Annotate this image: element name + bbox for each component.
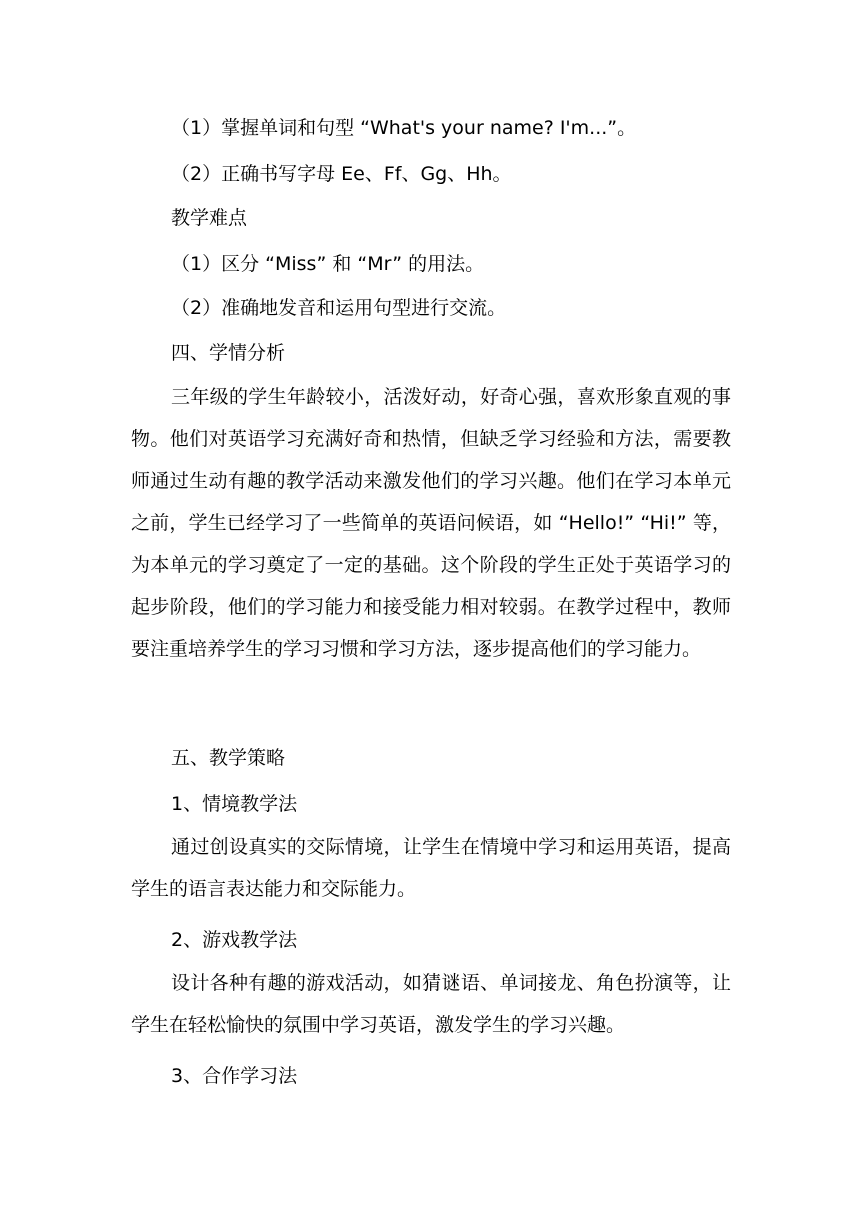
section-heading-teaching-strategy: 五、教学策略 [171, 747, 286, 769]
strategy-heading-3: 3、合作学习法 [171, 1065, 298, 1087]
strategy-heading-1: 1、情境教学法 [171, 793, 298, 815]
strategy-paragraph-2: 设计各种有趣的游戏活动，如猜谜语、单词接龙、角色扮演等，让学生在轻松愉快的氛围中学习英语，激发学生的学习兴趣。 [131, 972, 731, 1036]
strategy-heading-2: 2、游戏教学法 [171, 929, 298, 951]
objective-item-2: （2）正确书写字母 Ee、Ff、Gg、Hh。 [171, 163, 512, 185]
objective-item-1: （1）掌握单词和句型 “What's your name? I'm...”。 [171, 117, 637, 139]
section-heading-learner-analysis: 四、学情分析 [171, 342, 286, 364]
learner-analysis-paragraph: 三年级的学生年龄较小，活泼好动，好奇心强，喜欢形象直观的事物。他们对英语学习充满好奇和热情，但缺乏学习经验和方法，需要教师通过生动有趣的教学活动来激发他们的学习兴趣。他们在学习本单元之前，学生已经学习了一些简单的英语问候语，如 “Hello!” “Hi!” 等，为本单元的学习奠定了一定的基础。这个阶段的学生正处于英语学习的起步阶段，他们的学习能力和接受能力相对较弱。在教学过程中，教师要注重培养学生的学习习惯和学习方法，逐步提高他们的学习能力。 [131, 386, 731, 660]
difficulty-item-2: （2）准确地发音和运用句型进行交流。 [171, 297, 507, 319]
strategy-paragraph-1: 通过创设真实的交际情境，让学生在情境中学习和运用英语，提高学生的语言表达能力和交际能力。 [131, 836, 731, 900]
section-heading-difficulties: 教学难点 [171, 207, 248, 229]
difficulty-item-1: （1）区分 “Miss” 和 “Mr” 的用法。 [171, 253, 485, 275]
